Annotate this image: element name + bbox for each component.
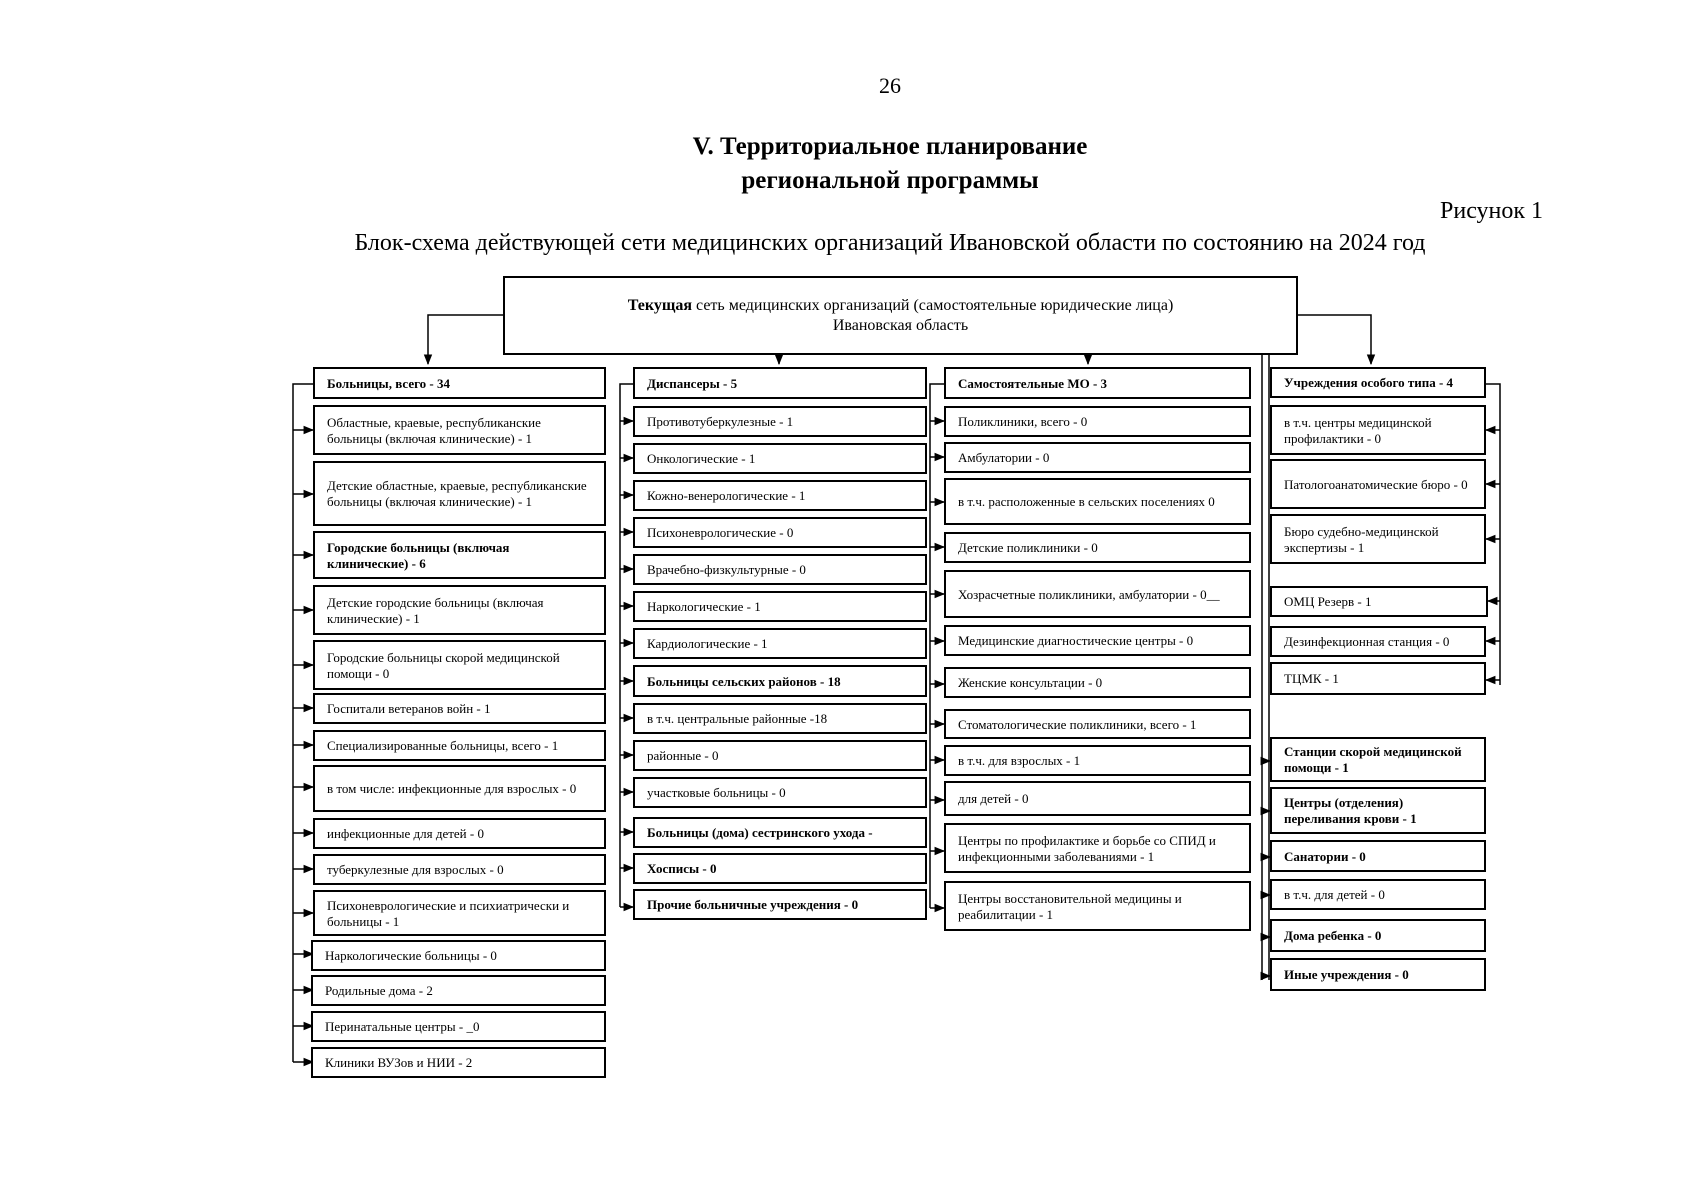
hospitals-item: Детские областные, краевые, республиканские больницы (включая клинические) - 1 <box>313 461 606 526</box>
independent-item: Центры по профилактике и борьбе со СПИД и инфекционными заболеваниями - 1 <box>944 823 1251 873</box>
independent-item: Детские поликлиники - 0 <box>944 532 1251 563</box>
hospitals-item: Госпитали ветеранов войн - 1 <box>313 693 606 724</box>
other-item: Иные учреждения - 0 <box>1270 958 1486 991</box>
special-item: Дезинфекционная станция - 0 <box>1270 626 1486 657</box>
dispensaries-header: Диспансеры - 5 <box>633 367 927 399</box>
dispensaries-item: Больницы (дома) сестринского ухода - <box>633 817 927 848</box>
special-header: Учреждения особого типа - 4 <box>1270 367 1486 398</box>
hospitals-item: Наркологические больницы - 0 <box>311 940 606 971</box>
independent-item: в т.ч. расположенные в сельских поселениях 0 <box>944 478 1251 525</box>
other-item: Станции скорой медицинской помощи - 1 <box>1270 737 1486 782</box>
dispensaries-item: Наркологические - 1 <box>633 591 927 622</box>
bus-dispensaries <box>620 384 633 907</box>
independent-item: Хозрасчетные поликлиники, амбулатории - 0__ <box>944 570 1251 618</box>
independent-item: Амбулатории - 0 <box>944 442 1251 473</box>
bus-special <box>1486 384 1500 685</box>
dispensaries-item: Хосписы - 0 <box>633 853 927 884</box>
hospitals-item: Областные, краевые, республиканские больницы (включая клинические) - 1 <box>313 405 606 455</box>
dispensaries-item: Врачебно-физкультурные - 0 <box>633 554 927 585</box>
bus-independent <box>930 384 944 908</box>
bus-hospitals <box>293 384 313 1062</box>
other-item: Санатории - 0 <box>1270 840 1486 872</box>
special-item: ТЦМК - 1 <box>1270 662 1486 695</box>
hospitals-item: Городские больницы скорой медицинской помощи - 0 <box>313 640 606 690</box>
independent-item: Поликлиники, всего - 0 <box>944 406 1251 437</box>
dispensaries-item: Прочие больничные учреждения - 0 <box>633 889 927 920</box>
hospitals-item: Детские городские больницы (включая клинические) - 1 <box>313 585 606 635</box>
independent-item: Стоматологические поликлиники, всего - 1 <box>944 709 1251 739</box>
independent-item: в т.ч. для взрослых - 1 <box>944 745 1251 776</box>
dispensaries-item: Больницы сельских районов - 18 <box>633 665 927 697</box>
root-title-rest: сеть медицинских организаций (самостоятельные юридические лица) <box>692 296 1174 314</box>
hospitals-item: Перинатальные центры - _0 <box>311 1011 606 1042</box>
page-number: 26 <box>879 73 901 98</box>
independent-item: Центры восстановительной медицины и реабилитации - 1 <box>944 881 1251 931</box>
root-box <box>503 276 1298 355</box>
hospitals-item: Родильные дома - 2 <box>311 975 606 1006</box>
connector-root-special <box>1298 315 1371 364</box>
connector-root-hospitals <box>428 315 503 364</box>
figure-label: Рисунок 1 <box>1440 198 1544 224</box>
special-item: в т.ч. центры медицинской профилактики - 0 <box>1270 405 1486 455</box>
hospitals-item: Клиники ВУЗов и НИИ - 2 <box>311 1047 606 1078</box>
dispensaries-item: Психоневрологические - 0 <box>633 517 927 548</box>
root-title-bold: Текущая <box>627 296 693 314</box>
root-title <box>505 296 1296 316</box>
dispensaries-item: Противотуберкулезные - 1 <box>633 406 927 437</box>
special-item: Бюро судебно-медицинской экспертизы - 1 <box>1270 514 1486 564</box>
dispensaries-item: Кардиологические - 1 <box>633 628 927 659</box>
hospitals-item: Психоневрологические и психиатрически и больницы - 1 <box>313 890 606 936</box>
section-title-line-1: V. Территориальное планирование <box>692 133 1088 160</box>
hospitals-item: инфекционные для детей - 0 <box>313 818 606 849</box>
root-region: Ивановская область <box>832 316 969 334</box>
dispensaries-item: Онкологические - 1 <box>633 443 927 474</box>
hospitals-header: Больницы, всего - 34 <box>313 367 606 399</box>
other-item: Центры (отделения) переливания крови - 1 <box>1270 787 1486 834</box>
hospitals-item: Специализированные больницы, всего - 1 <box>313 730 606 761</box>
hospitals-item: в том числе: инфекционные для взрослых - 0 <box>313 765 606 812</box>
hospitals-item: Городские больницы (включая клинические) - 6 <box>313 531 606 579</box>
dispensaries-item: районные - 0 <box>633 740 927 771</box>
dispensaries-item: в т.ч. центральные районные -18 <box>633 703 927 734</box>
independent-item: Женские консультации - 0 <box>944 667 1251 698</box>
other-item: Дома ребенка - 0 <box>1270 919 1486 952</box>
independent-item: Медицинские диагностические центры - 0 <box>944 625 1251 656</box>
hospitals-item: туберкулезные для взрослых - 0 <box>313 854 606 885</box>
figure-caption: Блок-схема действующей сети медицинских организаций Ивановской области по состоянию на 2024 год <box>354 230 1426 256</box>
dispensaries-item: участковые больницы - 0 <box>633 777 927 808</box>
section-title-line-2: региональной программы <box>741 166 1039 194</box>
independent-item: для детей - 0 <box>944 781 1251 816</box>
special-item: Патологоанатомические бюро - 0 <box>1270 459 1486 509</box>
independent-header: Самостоятельные МО - 3 <box>944 367 1251 399</box>
dispensaries-item: Кожно-венерологические - 1 <box>633 480 927 511</box>
special-item: ОМЦ Резерв - 1 <box>1270 586 1488 617</box>
other-item: в т.ч. для детей - 0 <box>1270 879 1486 910</box>
